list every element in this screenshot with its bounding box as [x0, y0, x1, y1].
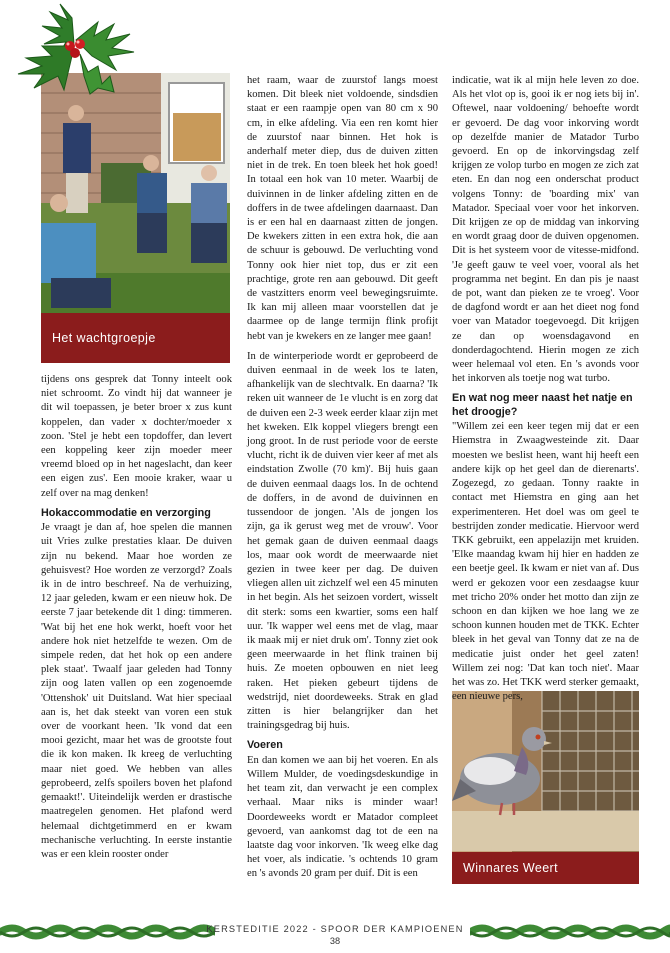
photo-caption-waiting-group: Het wachtgroepje — [41, 313, 230, 363]
article-column-2 — [247, 74, 438, 888]
photo-waiting-group — [41, 73, 230, 363]
section-heading: Hokaccommodatie en verzorging — [41, 506, 211, 519]
page-number: 38 — [329, 936, 341, 946]
paragraph: tijdens ons gesprek dat Tonny inteelt ook niet schroomt. Zo vindt hij dat wanneer je dit wil toepassen, je beter broer x zus kunt koppelen, dan vader x dochter/moeder x zoon. 'Stel je hebt een topdoffer, dan levert een koppeling keer zijn moeder meer vreemd bloed op in het nageslacht, dan keer een eigen zus'. Een mooie kraker, waar u zelf over na mag denken! — [41, 374, 232, 499]
holly-decoration — [2, 0, 152, 98]
paragraph: indicatie, wat ik al mijn hele leven zo doe. Als het vlot op is, gooi ik er nog iets bij in'. Oftewel, naar voldoening/ behoefte wordt er gevoerd. De dag voor inkorving wordt op dezelfde manier de Matador Turbo gevoerd. En op de inkorvingsdag zelf krijgen ze volop turbo en mogen ze zich zat eten. En dan nog een onderschat product volgens Tonny: de 'boarding mix' van Matador. Speciaal voer voor het inkorven. Dit krijgen ze op de middag van inkorving en wordt graag door de duiven opgenomen. Dit is het systeem voor de vitesse-midfond. 'Je geeft gauw te veel voer, vooral als het programma net begint. En dan pis je naast de pot, want dan pieken ze te vroeg'. Voor de dagfond wordt er aan het dieet nog fond voer van Matador toegevoegd. Dit krijgen ze dan op woensdagavond en donderdagochtend. Hierin mogen ze zich weer helemaal vol eten. En 's avonds voor het inkorven als toetje nog wat turbo. — [452, 75, 639, 385]
paragraph: In de winterperiode wordt er geprobeerd de duiven eenmaal in de week los te laten, afhankelijk van de slechtvalk. En daarna? 'Ik reken uit wanneer de 1e vlucht is en zorg dat de duiven een 2-3 week eerder klaar zijn met het kweken. Elk koppel vliegers brengt een jong groot. In de rust periode voor de eerste vlucht, richt ik de duiven vier keer af met als eindstation Zwolle (70 km)'. Bij huis gaan de duiven eenmaal daags los. In de ochtend de doffers, in de avond de duivinnen en tussendoor de jongen. 'Als de jongen los zijn, ga ik gerust weg met de vrouw'. Voor het gemak gaan de duiven eenmaal daags los, maar ook wordt de meerwaarde niet gezien in twee keer per dag. De duiven vliegen allen uit zichzelf wel een 45 minuten in het begin. Als het seizoen vordert, wisselt dit sterk: soms een kwartier, soms een half uur. 'Ik wapper wel eens met de vlag, maar ik maak mij er niet druk om'. Tonny ziet ook geen meerwaarde in het flink trainen bij huis. Ze moeten opbouwen en niet leeg raken. Het pieken gebeurt tijdens de wedstrijd, niet doordeweeks. Strak en glad zitten is hier belangrijker dan het trainingsgedrag bij huis. — [247, 350, 438, 732]
paragraph: En dan komen we aan bij het voeren. En als Willem Mulder, de voedingsdeskundige in het team zit, dan verwacht je een complex verhaal. Maar niks is minder waar! Doordeweeks wordt er Matador compleet gevoerd, van aankomst dag tot de een na laatste dag voor inkorven. 'Ik weeg elke dag het voer, als indicatie. 's ochtends 10 gram en 's avonds 20 gram per duif. Dit is een — [247, 754, 438, 880]
section-heading: En wat nog meer naast het natje en het droogje? — [452, 392, 633, 418]
paragraph: "Willem zei een keer tegen mij dat er een Hiemstra in Zwaagwesteinde zit. Daar moesten we beslist heen, want hij heeft een andere kijk op het geel dan de dierenarts'. Zogezegd, zo gedaan. Tonny raakte in contact met Hiemstra en ging aan het experimenteren. Het doel was om geel te bestrijden zonder medicatie. Hiervoor werd TKK gebruikt, een appelazijn met kruiden. 'Elke maandag kwam hij hier en hadden ze een beetje geel. Ik kwam er niet van af. Dus werd er gekozen voor een zesdaagse kuur met tricho 20% onder het motto dan zijn ze schoon en dan kijken we hoe lang we ze schoon kunnen houden met de TKK. Echter bleek in het geval van Tonny dat ze na de medicatie juist onder het geel zaten! Willem zei nog: 'Dat kan toch niet'. Maar het was zo. Het TKK werd sterker gemaakt, een nieuwe pers, — [452, 421, 639, 703]
page-footer — [0, 918, 670, 952]
paragraph: Je vraagt je dan af, hoe spelen die mannen uit Vries zulke prestaties klaar. De duiven zijn nu bekend. Maar hoe worden ze gehuisvest? Hoe worden ze verzorgd? Zoals ik in de intro beschreef. Na de verhuizing, 12 jaar geleden, kwam er een nieuw hok. De eerste 7 jaar betekende dit 1 ding: timmeren. 'Wat bij het ene hok werkt, hoeft voor het andere hok niet hetzelfde te wezen. Om de simpele reden, dat het hok op een andere plek staat'. Twaalf jaar geleden had Tonny zijn oog laten vallen op een zogenoemde 'Ottenshok' uit Duitsland. Wat hier speciaal aan is, het dak steekt van voren een stuk over de voorkant heen. 'Ik vond dat een mooi gezicht, maar het was de grootste fout die ik kon maken. Ik kreeg de verluchting maar niet goed. We hebben van alles geprobeerd, zelfs spoilers boven het plafond gemaakt!'. Uiteindelijk werden er drastische maatregelen genomen. Het plafond werd helemaal dichtgetimmerd en er kwam mechanische verluchting. In eerste instantie was er een klein rooster onder — [41, 522, 232, 860]
garland-right-decoration — [470, 924, 670, 940]
article-column-3 — [452, 74, 639, 710]
footer-title: KERSTEDITIE 2022 - SPOOR DER KAMPIOENEN — [206, 924, 464, 934]
article-column-1 — [41, 373, 232, 868]
section-heading: Voeren — [247, 739, 283, 752]
photo-winner-weert — [452, 691, 639, 884]
paragraph: het raam, waar de zuurstof langs moest komen. Dit bleek niet voldoende, sindsdien staat er een raampje open van 80 cm x 90 cm, in elke afdeling. Via een ren komt hier de zuurstof naar binnen. Het hok is anderhalf meter diep, dus de duiven zitten niet in de trek. En toen bleek het hok goed! In totaal een hok van 10 meter. Waarbij de duivinnen in de linker afdeling zitten en de doffers in de twee afdelingen daarnaast. Dan is er een hal en daarnaast zitten de jongen. De kwekers zitten in een extra hok, die aan de schuur is gebouwd. De verluchting vond Tonny ook hier niet top, dus er zit een prachtige, grote ren aan gebouwd. Dit geeft de vastzitters enorm veel bewegingsruimte. Ik kan mij alleen maar voorstellen dat je daarmee op de lange termijn flink profijt hebt van je kwekers en ze langer mee gaan! — [247, 75, 438, 342]
photo-caption-winner-weert: Winnares Weert — [452, 852, 639, 884]
